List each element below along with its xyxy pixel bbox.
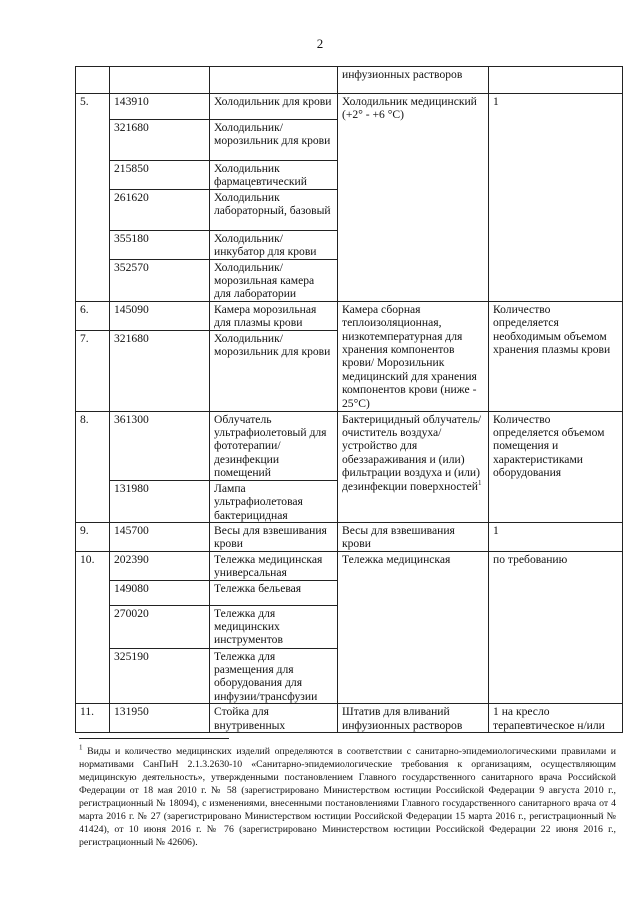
item-code: 149080 xyxy=(110,580,210,605)
footnote xyxy=(79,745,616,849)
row-number xyxy=(76,67,110,94)
item-code xyxy=(110,67,210,94)
group-name: Штатив для вливаний инфузионных растворов xyxy=(338,704,489,733)
item-name: Холодильник лабораторный, базовый xyxy=(210,189,338,230)
footnote-text: Виды и количество медицинских изделий определяются в соответствии с санитарно-эпидемиологическими правилами и нормативами СанПиН 2.1.3.2630-10 «Санитарно-эпидемиологические требования к организациям, осуществляющим медицинскую деятельность», утвержденными постановлением Главного государственного санитарного врача Российской Федерации от 18 мая 2010 г. № 58 (зарегистрировано Министерством юстиции Российской Федерации 9 августа 2010 г., регистрационный № 18094), с изменениями, внесенными постановлениями Главного государственного санитарного врача от 4 марта 2016 г. № 27 (зарегистрировано Министерством юстиции Российской Федерации 15 марта 2016 г., регистрационный № 41424), от 10 июня 2016 г. № 76 (зарегистрировано Министерством юстиции Российской Федерации 22 июня 2016 г., регистрационный № 42606). xyxy=(79,746,616,848)
quantity: 1 xyxy=(489,94,623,302)
item-name: Холодильник фармацевтический xyxy=(210,161,338,190)
item-code: 261620 xyxy=(110,189,210,230)
quantity: Количество определяется необходимым объемом хранения плазмы крови xyxy=(489,301,623,411)
group-name: Тележка медицинская xyxy=(338,551,489,703)
item-code: 352570 xyxy=(110,259,210,301)
row-number: 11. xyxy=(76,704,110,733)
item-code: 145700 xyxy=(110,522,210,551)
item-name: Лампа ультрафиолетовая бактерицидная xyxy=(210,480,338,522)
item-code: 355180 xyxy=(110,230,210,259)
item-code: 325190 xyxy=(110,648,210,704)
quantity: по требованию xyxy=(489,551,623,703)
item-name: Тележка бельевая xyxy=(210,580,338,605)
group-name: Весы для взвешивания крови xyxy=(338,522,489,551)
item-name: Холодильник/ морозильник для крови xyxy=(210,330,338,411)
quantity: 1 xyxy=(489,522,623,551)
table-row xyxy=(76,704,623,733)
group-name: Холодильник медицинский (+2° - +6 °С) xyxy=(338,94,489,302)
item-code: 215850 xyxy=(110,161,210,190)
footnote-ref: 1 xyxy=(477,478,482,487)
item-code: 131980 xyxy=(110,480,210,522)
table-row xyxy=(76,301,623,330)
item-code: 131950 xyxy=(110,704,210,733)
table-row xyxy=(76,411,623,480)
table-row xyxy=(76,522,623,551)
item-name: Тележка для размещения для оборудования для инфузии/трансфузии xyxy=(210,648,338,704)
item-code: 143910 xyxy=(110,94,210,120)
item-name: Холодильник/ инкубатор для крови xyxy=(210,230,338,259)
row-number: 9. xyxy=(76,522,110,551)
item-code: 321680 xyxy=(110,330,210,411)
item-name: Холодильник/ морозильник для крови xyxy=(210,120,338,161)
item-name: Камера морозильная для плазмы крови xyxy=(210,301,338,330)
item-name: Тележка медицинская универсальная xyxy=(210,551,338,580)
item-code: 361300 xyxy=(110,411,210,480)
item-code: 321680 xyxy=(110,120,210,161)
row-number: 7. xyxy=(76,330,110,411)
item-name: Весы для взвешивания крови xyxy=(210,522,338,551)
row-number: 8. xyxy=(76,411,110,522)
table-row xyxy=(76,67,623,94)
group-name: Камера сборная теплоизоляционная, низкотемпературная для хранения компонентов крови/ Морозильник медицинский для хранения компонентов крови (ниже - 25°С) xyxy=(338,301,489,411)
item-name: Тележка для медицинских инструментов xyxy=(210,605,338,648)
item-code: 270020 xyxy=(110,605,210,648)
item-name: Облучатель ультрафиолетовый для фототерапии/ дезинфекции помещений xyxy=(210,411,338,480)
item-code: 202390 xyxy=(110,551,210,580)
quantity: 1 на кресло терапевтическое н/или xyxy=(489,704,623,733)
item-name: Холодильник/ морозильная камера для лаборатории xyxy=(210,259,338,301)
item-name: Стойка для внутривенных xyxy=(210,704,338,733)
row-number: 10. xyxy=(76,551,110,703)
footnote-divider xyxy=(79,738,229,739)
table-row xyxy=(76,551,623,580)
quantity: Количество определяется объемом помещения и характеристиками оборудования xyxy=(489,411,623,522)
quantity xyxy=(489,67,623,94)
item-name: Холодильник для крови xyxy=(210,94,338,120)
row-number: 5. xyxy=(76,94,110,302)
footnote-mark: 1 xyxy=(79,743,83,752)
item-name xyxy=(210,67,338,94)
table-row xyxy=(76,94,623,120)
row-number: 6. xyxy=(76,301,110,330)
group-name: инфузионных растворов xyxy=(338,67,489,94)
group-name: Бактерицидный облучатель/очиститель воздуха/устройство для обеззараживания и (или) фильтрации воздуха и (или) дезинфекции поверхностей$^1$ xyxy=(338,411,489,522)
equipment-table xyxy=(75,66,623,733)
page-number: 2 xyxy=(316,36,324,51)
item-code: 145090 xyxy=(110,301,210,330)
